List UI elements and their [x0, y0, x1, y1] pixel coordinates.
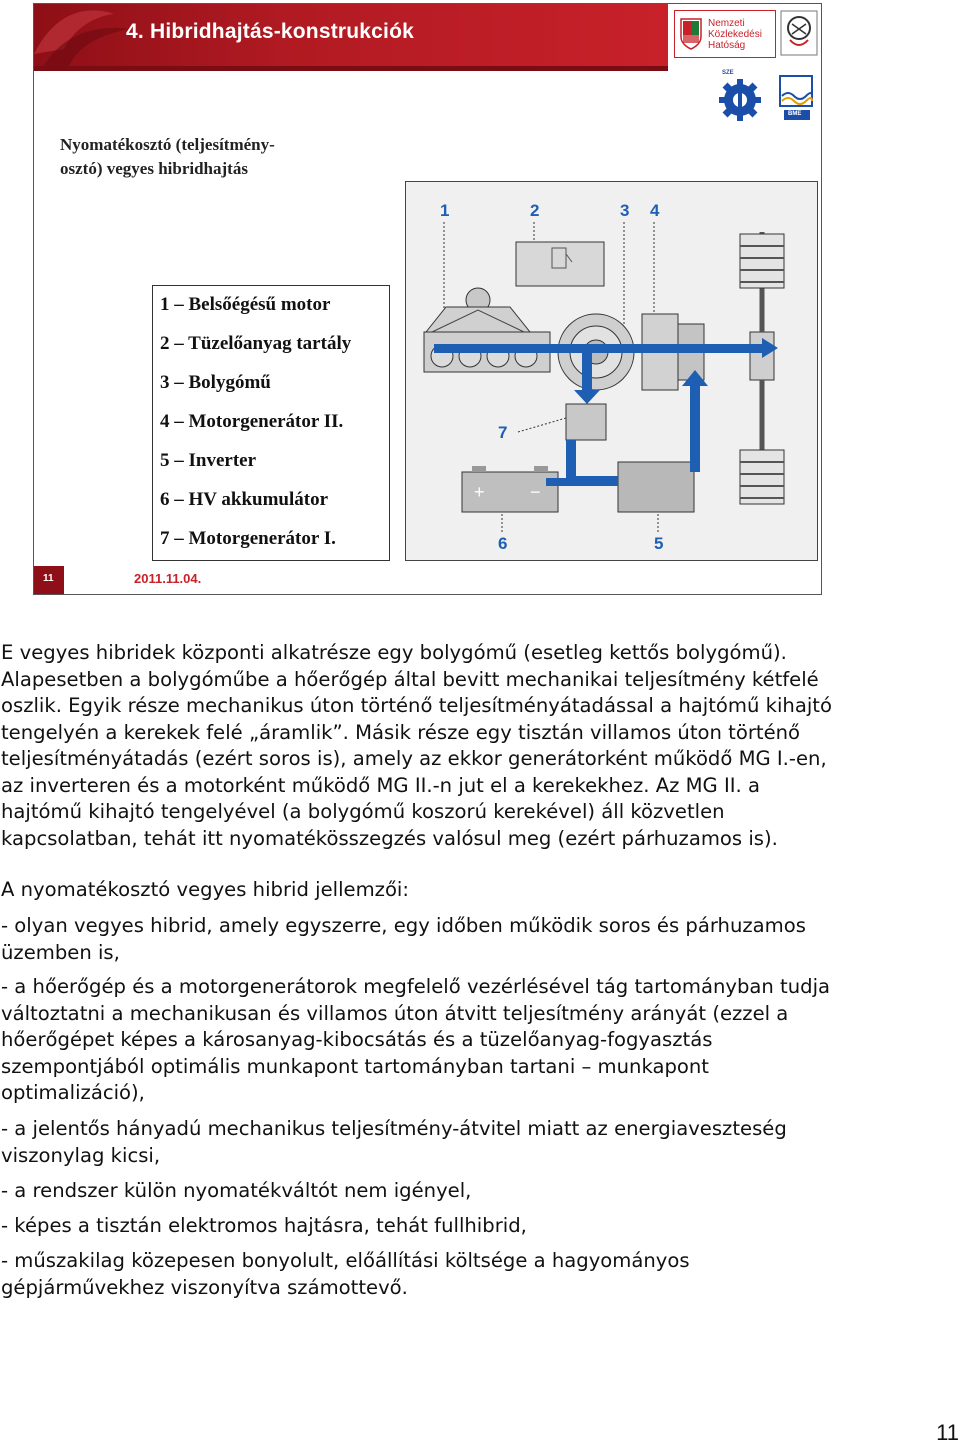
sze-gear-logo: [718, 70, 762, 124]
text-line: az inverteren és a motorként működő MG II.-n jut el a kerekekhez. Az MG II. a: [1, 773, 760, 797]
sze-emblem-icon: [780, 10, 818, 56]
nkh-line-1: Nemzeti: [708, 17, 745, 29]
inverter-drawing: [618, 462, 694, 512]
text-line: viszonylag kicsi,: [1, 1143, 161, 1167]
legend-item: 7 – Motorgenerátor I.: [160, 528, 336, 549]
text-line: - a jelentős hányadú mechanikus teljesítmény-átvitel miatt az energiaveszteség: [1, 1117, 787, 1140]
subtitle-line-1: Nyomatékosztó (teljesítmény-: [60, 135, 275, 154]
text-line: teljesítményátadás (ezért soros is), amely az ekkor generátorként működő MG I.-en,: [1, 747, 827, 770]
mg1-drawing: [566, 404, 606, 440]
slide-date: 2011.11.04.: [134, 571, 202, 586]
text-line: - képes a tisztán elektromos hajtásra, tehát fullhibrid,: [1, 1214, 527, 1237]
intro-paragraph: [1, 640, 851, 852]
sze-label: SZE: [722, 70, 734, 76]
gear-icon: [718, 78, 762, 122]
text-line: hajtómű kihajtó tengelyével (a bolygómű koszorú kerekével) áll közvetlen: [1, 800, 725, 823]
text-line: - olyan vegyes hibrid, amely egyszerre, egy időben működik soros és párhuzamos: [1, 914, 806, 937]
logo-area: [674, 10, 820, 126]
slide-title: 4. Hibridhajtás-konstrukciók: [126, 20, 415, 43]
powertrain-drawing: [406, 182, 817, 560]
svg-text:+: +: [474, 482, 485, 502]
hv-battery-drawing: [462, 466, 558, 512]
powertrain-diagram: [405, 181, 818, 561]
text-line: üzemben is,: [1, 940, 120, 964]
feature-item: [1, 1116, 851, 1169]
diagram-label-7: 7: [498, 423, 508, 442]
feature-item: [1, 913, 851, 966]
diagram-label-4: 4: [650, 201, 660, 220]
text-line: kapcsolatban, tehát itt nyomatékösszegzés valósul meg (ezért párhuzamos is).: [1, 826, 778, 850]
diagram-label-1: 1: [440, 201, 450, 220]
text-line: szempontjából optimális munkapont tartományban tartani – munkapont: [1, 1054, 709, 1078]
slide-number: 11: [43, 573, 54, 584]
drive-axle-drawing: [740, 232, 784, 504]
legend-item: 4 – Motorgenerátor II.: [160, 411, 344, 432]
feature-item: [1, 1178, 851, 1205]
diagram-label-5: 5: [654, 534, 664, 553]
nkh-line-2: Közlekedési: [708, 28, 762, 40]
legend-item: 2 – Tüzelőanyag tartály: [160, 333, 352, 354]
diagram-label-2: 2: [530, 201, 540, 220]
header-rule: [34, 66, 668, 71]
bme-label: BME: [788, 111, 802, 117]
engine-drawing: [424, 288, 550, 372]
legend-box: [152, 285, 390, 561]
slide-subtitle: [60, 133, 360, 181]
fuel-tank: [516, 242, 604, 286]
diagram-label-6: 6: [498, 534, 508, 553]
slide-header-bar: [34, 4, 668, 66]
legend-item: 5 – Inverter: [160, 450, 257, 471]
page-number: 11: [936, 1420, 959, 1445]
text-line: - a hőerőgép és a motorgenerátorok megfelelő vezérlésével tág tartományban tudja: [1, 975, 831, 998]
bme-logo: [774, 70, 818, 124]
heading-line: A nyomatékosztó vegyes hibrid jellemzői:: [1, 878, 409, 901]
text-line: változtatni a mechanikusan és villamos úton átvitt teljesítmény arányát (ezzel a: [1, 1001, 789, 1025]
feature-item: [1, 1248, 851, 1301]
text-line: - a rendszer külön nyomatékváltót nem igényel,: [1, 1179, 472, 1202]
legend-item: 6 – HV akkumulátor: [160, 489, 329, 510]
shield-icon: [679, 17, 703, 51]
diagram-label-3: 3: [620, 201, 630, 220]
text-line: - műszakilag közepesen bonyolult, előállítási költsége a hagyományos: [1, 1249, 690, 1272]
text-line: gépjárművekhez viszonyítva számottevő.: [1, 1275, 408, 1299]
feature-item: [1, 974, 851, 1107]
features-heading: [1, 877, 851, 904]
subtitle-line-2: osztó) vegyes hibridhajtás: [60, 159, 248, 178]
feature-item: [1, 1213, 851, 1240]
nkh-logo: [674, 10, 776, 58]
text-line: E vegyes hibridek központi alkatrésze egy bolygómű (esetleg kettős bolygómű).: [1, 641, 787, 664]
text-line: optimalizáció),: [1, 1081, 145, 1104]
legend-item: 3 – Bolygómű: [160, 372, 271, 393]
nkh-line-3: Hatóság: [708, 39, 746, 51]
svg-text:−: −: [530, 482, 541, 502]
text-line: hőerőgépet képes a károsanyag-kibocsátás és a tüzelőanyag-fogyasztás: [1, 1028, 713, 1051]
text-line: tengelyén a kerekek felé „áramlik”. Másik része egy tisztán villamos úton történő: [1, 720, 801, 744]
text-line: oszlik. Egyik része mechanikus úton történő teljesítményátadással a hajtómű kihajtó: [1, 694, 832, 717]
slide-image: [33, 3, 822, 595]
text-line: Alapesetben a bolygóműbe a hőerőgép által bevitt mechanikai teljesítmény kétfelé: [1, 667, 819, 691]
legend-item: 1 – Belsőégésű motor: [160, 294, 331, 315]
